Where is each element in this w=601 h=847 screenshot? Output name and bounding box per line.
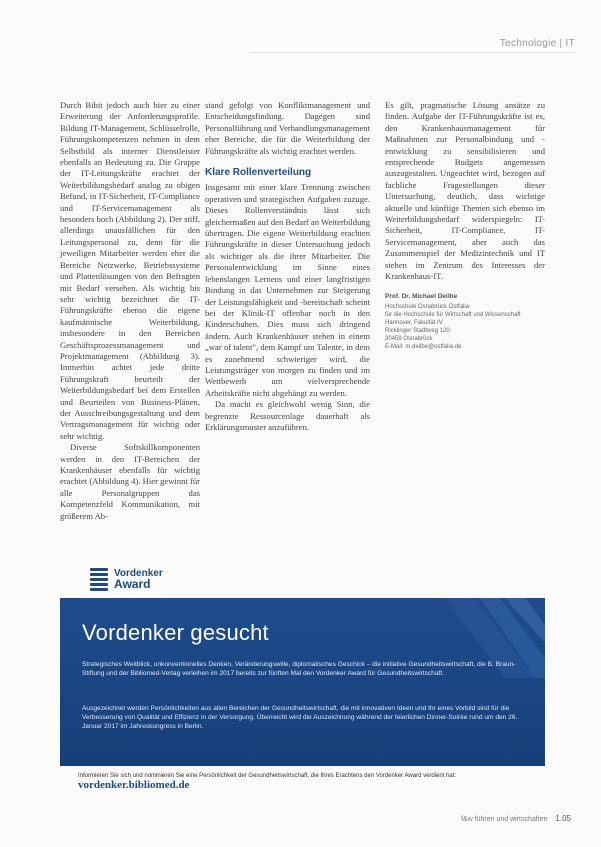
author-email[interactable]: E-Mail: m.deilbe@ostfalia.de	[385, 343, 462, 350]
author-box	[385, 293, 545, 351]
author-line: für die Hochschule für Wirtschaft und Wissenschaft	[385, 311, 521, 318]
paragraph: Da macht es gleichwohl wenig Sinn, die begrenzte Ressourcenlage dauerhaft als Erklärungsmuster anzuführen.	[205, 399, 370, 432]
text-column-1	[60, 100, 200, 522]
text-column-3	[385, 100, 545, 351]
ad-url-link[interactable]: vordenker.bibliomed.de	[78, 779, 190, 791]
logo-line-1: Vordenker	[114, 568, 163, 579]
page-header: Technologie | IT	[499, 38, 575, 49]
author-name: Prof. Dr. Michael Deilbe	[385, 292, 458, 300]
logo-mark-icon	[88, 566, 110, 592]
ad-banner	[60, 598, 545, 766]
magazine-name: f&w führen und wirtschaften	[461, 816, 548, 823]
ad-footer-text: Informieren Sie sich und nominieren Sie eine Persönlichkeit der Gesundheitswirtschaft, die Ihres Erachtens den Vordenker Award verdient hat:	[78, 773, 457, 779]
ad-title: Vordenker gesucht	[82, 620, 269, 645]
paragraph: Es gilt, pragmatische Lösung ansätze zu finden. Aufgabe der IT-Führungskräfte ist es, den Krankenhausmanagement für Maßnahmen zur Personalbindung und -entwicklung zu sensibilisieren und entsprechende Budgets angemessen auszugestalten. Ungeachtet wird, bezogen auf fachliche Fragestellungen dieser Untersuchung, deutlich, dass wichtige aktuelle und künftige Themen sich ebenso im Weiterbildungsbedarf widerspiegeln: IT-Sicherheit, IT-Compliance, IT-Servicemanagement, aber auch das Zusammenspiel der Medizintechnik und IT stehen im Zentrum des Interesses der Krankenhaus-IT.	[385, 100, 545, 282]
paragraph: stand gefolgt von Konfliktmanagement und Entscheidungsfindung. Dagegen sind Personalführung und Verhandlungsmanagement eher Bereiche, die für die Weiterbildung der Führungskräfte als wichtig erachtet werden.	[205, 100, 370, 156]
ad-footer	[78, 772, 538, 792]
author-line: 30459 Osnabrück	[385, 335, 433, 342]
vordenker-advertisement	[60, 566, 545, 804]
paragraph: Durch Bibit jedoch auch hier zu einer Erweiterung der Anforderungsprofile. Bildung IT-Management, Schlüsselrolle, Führungskompetenzen nehmen in dem Selbstbild als interner Dienstleister ebenfalls an Bedeutung zu. Die Gruppe der IT-Leitungskräfte erachtet der Weiterbildungsbedarf analog zu obigen Befund, in IT-Sicherheit, IT-Compliance und IT-Servicemanagement als besonders hoch (Abbildung 2). Der stiff, allerdings unausfällichen für den Leitungspersonal zu, denn für die jeweiligen Mitarbeiter werden eher die Bereiche Netzwerke, Betriebssysteme und Plattenlösungen von den Befragten mit Bedarf versehen. Als wichtig bis sehr wichtig bezeichnet die IT-Führungskräfte ebenso die eigene kaufmännische Weiterbildung, insbesondere in den Bereichen Geschäftsprozessmanagement und Projektmanagement (Abbildung 3). Immerhin achtet jede dritte Führungskraft beurteilt der Weiterbildungsbedarf bei dem Erstellen und Beurteilen von Business-Plänen, der Ausschreibungsgestaltung und dem Vertragsmanagement für wichtig oder sehr wichtig.	[60, 100, 200, 441]
text-column-2	[205, 100, 370, 433]
logo-line-2: Award	[114, 577, 151, 591]
page-number: 1.05	[555, 814, 571, 823]
paragraph: Diverse Softskillkomponenten werden in den IT-Bereichen der Krankenhäuser ebenfalls für wichtig erachtet (Abbildung 4). Hier gewinnt für alle Personalgruppen das Kompetenzfeld Kommunikation, mit größerem Ab-	[60, 442, 200, 521]
ad-text: Strategisches Weitblick, unkonventionelles Denken, Veränderungswille, diplomatisches Geschick – die initiative Gesundheitswirtschaft, die B. Braun-Stiftung und der Bibliomed-Verlag verleihen im 2017 bereits zur fünften Mal den Vordenker Award für Gesundheitswirtschaft.	[82, 661, 516, 677]
section-heading: Klare Rollenverteilung	[205, 167, 312, 179]
vordenker-award-logo	[88, 566, 163, 592]
page-footer	[461, 814, 571, 823]
author-line: Hannover, Fakultät IV	[385, 319, 443, 326]
ad-text: Ausgezeichnet werden Persönlichkeiten aus allen Bereichen der Gesundheitswirtschaft, die mit innovativen Ideen und Ihr eines Vorbild sind für die Verbesserung von Qualität und Effizienz in der Versorgung. Überreicht wird die Auszeichnung während der feierlichen Dinner-Soirée rund um den 26. Januar 2017 im Jahreskongress in Berlin.	[82, 705, 518, 730]
paragraph: Insgesamt mit einer klare Trennung zwischen operativen und strategischen Aufgaben zuzuge. Dieses Rollenverständnis lässt sich gleichermaßen auf den Bedarf an Weiterbildung übertragen. Die eigene Weiterbildung erachten Führungskräfte in dieser Untersuchung jedoch als wichtiger als die ihrer Mitarbeiter. Die Personalentwicklung im Sinne eines lebenslangen Lernens und einer langfristigen Bindung in das Unternehmen zur Steigerung der Leistungsfähigkeit und -bereitschaft scheint bei der Klinik-IT offenbar noch in den Kinderschuhen. Dies muss sich dringend ändern. Auch Krankenhäuser stehen in einem „war of talent", dem Kampf um Talente, in dem es zunehmend schwieriger wird, die Leistungsträger von morgen zu finden und im Wettbewerb um vielversprechende Arbeitskräfte nicht abgehängt zu werden.	[205, 182, 370, 398]
header-rule	[250, 52, 575, 53]
author-line: Ricklinger Stadtweg 120	[385, 327, 450, 334]
author-line: Hochschule Osnabrück Ostfalia	[385, 303, 470, 310]
